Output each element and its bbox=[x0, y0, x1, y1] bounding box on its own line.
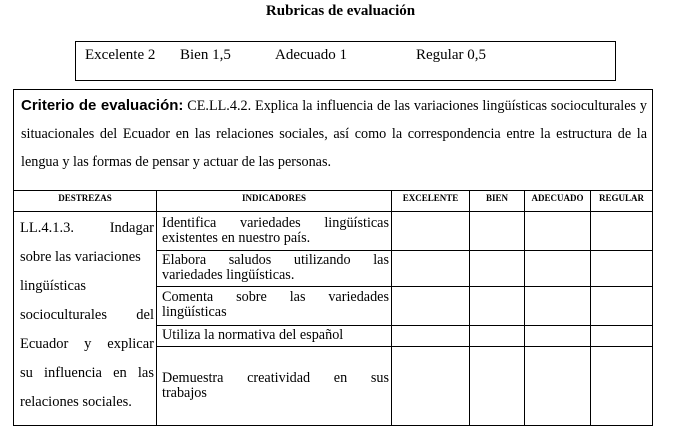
indicador-5 bbox=[162, 371, 389, 401]
header-indicadores: INDICADORES bbox=[241, 193, 306, 203]
grading-scale-box bbox=[75, 41, 616, 81]
indicador-line: variedades lingüísticas. bbox=[162, 267, 295, 283]
criterio-evaluacion bbox=[21, 92, 647, 176]
scale-adecuado: Adecuado 1 bbox=[275, 47, 348, 63]
criterio-text: CE.LL.4.2. Explica la influencia de las variaciones lingüísticas socioculturales y situacionales del Ecuador en las relaciones sociales, así como la correspondencia entre la estructura de la lengua y las formas de pensar y actuar de las personas. bbox=[21, 98, 647, 170]
destreza-line: Ecuador y explicar bbox=[20, 336, 154, 352]
rubric-table bbox=[13, 89, 653, 426]
header-excelente: EXCELENTE bbox=[402, 193, 459, 203]
criterio-label: Criterio de evaluación: bbox=[21, 97, 184, 114]
indicador-line: Identifica variedades lingüísticas bbox=[162, 215, 389, 231]
indicador-line: existentes en nuestro país. bbox=[162, 230, 311, 246]
destreza-line: su influencia en las bbox=[20, 365, 154, 381]
destreza-line: relaciones sociales. bbox=[20, 394, 132, 410]
header-destrezas: DESTREZAS bbox=[58, 193, 112, 203]
indicador-2 bbox=[162, 253, 389, 283]
header-adecuado: ADECUADO bbox=[531, 193, 584, 203]
indicador-line: Comenta sobre las variedades bbox=[162, 289, 389, 305]
destreza-line: sobre las variaciones bbox=[20, 249, 141, 265]
indicador-line: Demuestra creatividad en sus bbox=[162, 370, 389, 386]
indicador-4 bbox=[162, 328, 389, 343]
scale-excelente: Excelente 2 bbox=[85, 47, 156, 63]
destreza-line: LL.4.1.3. Indagar bbox=[20, 220, 154, 236]
indicador-line: Elabora saludos utilizando las bbox=[162, 252, 389, 268]
scale-regular: Regular 0,5 bbox=[416, 47, 486, 63]
destreza-cell bbox=[20, 214, 154, 417]
indicador-3 bbox=[162, 290, 389, 320]
indicador-1 bbox=[162, 216, 389, 246]
indicador-line: trabajos bbox=[162, 385, 207, 401]
header-bien: BIEN bbox=[485, 193, 508, 203]
indicador-line: Utiliza la normativa del español bbox=[162, 327, 344, 343]
indicador-line: lingüísticas bbox=[162, 304, 227, 320]
destreza-line: socioculturales del bbox=[20, 307, 154, 323]
header-regular: REGULAR bbox=[598, 193, 644, 203]
destreza-line: lingüísticas bbox=[20, 278, 87, 294]
document-title: Rubricas de evaluación bbox=[265, 3, 416, 19]
scale-bien: Bien 1,5 bbox=[180, 47, 231, 63]
